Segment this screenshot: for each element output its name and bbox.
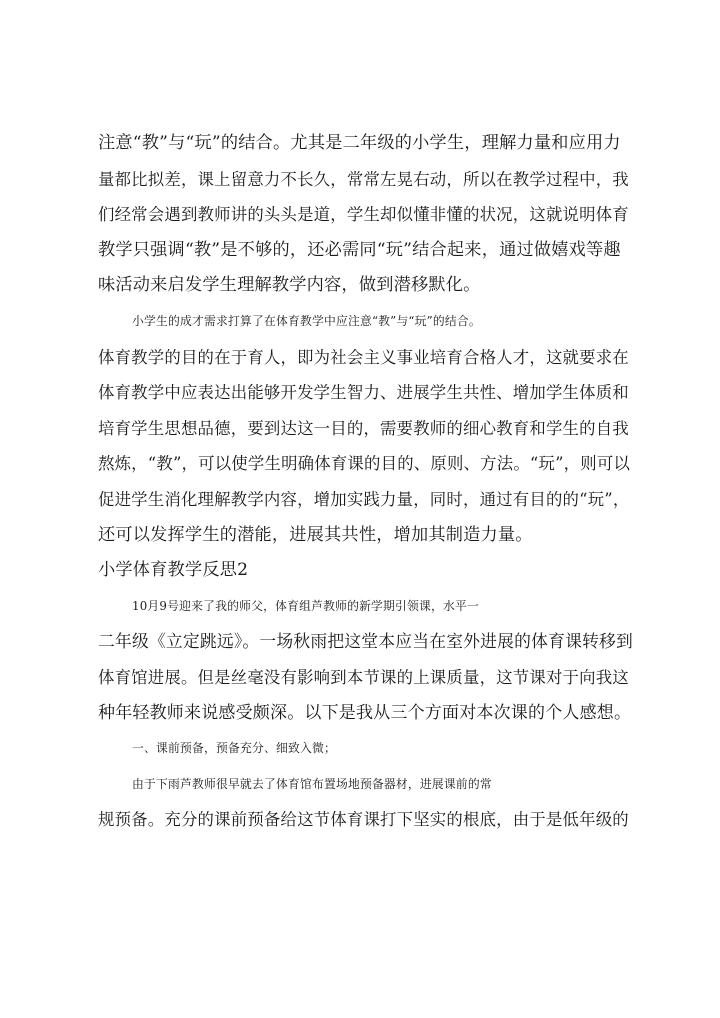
text-line: 种年轻教师来说感受颇深。以下是我从三个方面对本次课的个人感想。 [98,702,632,723]
text-line: 熬炼，“教”，可以使学生明确体育课的目的、原则、方法。“玩”，则可以 [98,454,631,474]
text-line: 培育学生思想品德，要到达这一目的，需要教师的细心教育和学生的自我 [98,418,629,438]
text-line: 量都比拟差，课上留意力不长久，常常左晃右动，所以在教学过程中，我 [98,169,629,189]
section-heading: 小学体育教学反思2 [98,560,249,581]
text-line: 体育馆进展。但是丝毫没有影响到本节课的上课质量，这节课对于向我这 [98,667,629,687]
document-body [98,126,632,838]
text-line: 注意“教”与“玩”的结合。尤其是二年级的小学生，理解力量和应用力 [98,133,621,153]
paragraph-first-line: 10月9号迎来了我的师父，体育组芦教师的新学期引领课，水平一 [132,598,480,613]
text-line: 还可以发挥学生的潜能，进展其共性，增加其制造力量。 [98,524,533,545]
text-line: 们经常会遇到教师讲的头头是道，学生却似懂非懂的状况，这就说明体育 [98,205,629,225]
paragraph-first-line: 小学生的成才需求打算了在体育教学中应注意“教”与“玩”的结合。 [132,313,481,328]
text-line: 规预备。充分的课前预备给这节体育课打下坚实的根底，由于是低年级的 [98,810,629,830]
text-line: 教学只强调“教”是不够的，还必需同“玩”结合起来，通过做嬉戏等趣 [98,239,621,260]
paragraph-first-line: 由于下雨芦教师很早就去了体育馆布置场地预备器材，进展课前的常 [132,776,492,791]
text-line: 味活动来启发学生理解教学内容，做到潜移默化。 [98,275,481,296]
text-line: 二年级《立定跳远》。一场秋雨把这堂本应当在室外进展的体育课转移到 [98,631,634,652]
text-line: 体育教学的目的在于育人，即为社会主义事业培育合格人才，这就要求在 [98,347,629,367]
text-line: 促进学生消化理解教学内容，增加实践力量，同时，通过有目的的“玩”， [98,489,630,509]
list-item-heading: 一、课前预备，预备充分、细致入微； [132,741,336,756]
text-line: 体育教学中应表达出能够开发学生智力、进展学生共性、增加学生体质和 [98,383,629,403]
